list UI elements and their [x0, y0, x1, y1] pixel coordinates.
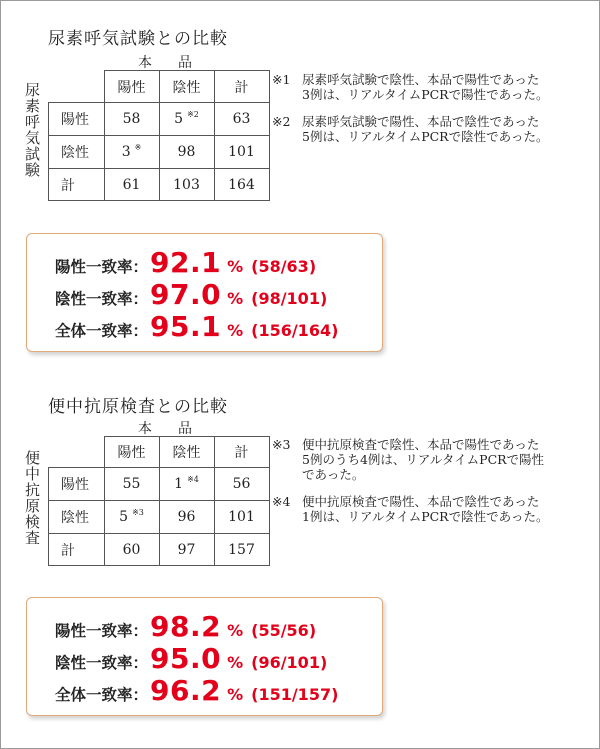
header-positive: 陽性: [104, 71, 159, 103]
rate-row-overall: 全体一致率： 95.1 % (156/164): [55, 310, 339, 343]
section1-contingency-table: [48, 70, 270, 201]
section2-notes: [272, 437, 548, 536]
rate-row-overall: 全体一致率： 96.2 % (151/157): [55, 674, 339, 707]
header-negative: 陰性: [159, 437, 214, 468]
rate-row-negative: 陰性一致率： 97.0 % (98/101): [55, 278, 328, 311]
footnote: ※3 便中抗原検査で陰性、本品で陽性であった 5例のうち4例は、リアルタイムPCRで陽性 であった。: [272, 437, 545, 482]
rate-row-positive: 陽性一致率： 92.1 % (58/63): [55, 246, 317, 279]
cell: 1 $^{※4}$: [159, 468, 214, 501]
section1-notes: [272, 72, 548, 156]
cell: 164: [214, 169, 269, 201]
header-negative: 陰性: [159, 71, 214, 103]
section2-row-group-label: 便中抗原検査: [23, 450, 41, 546]
cell: 96: [159, 501, 214, 534]
section2-contingency-table: [48, 436, 270, 566]
rate-row-positive: 陽性一致率： 98.2 % (55/56): [55, 610, 317, 643]
footnote: ※4 便中抗原検査で陽性、本品で陰性であった 1例は、リアルタイムPCRで陰性であった。: [272, 494, 549, 524]
cell: 97: [159, 534, 214, 566]
header-total: 計: [214, 437, 269, 468]
section1-title: 尿素呼気試験との比較: [48, 29, 228, 49]
row-label: 陰性: [49, 136, 105, 169]
cell: 60: [104, 534, 159, 566]
table-row: [49, 103, 270, 136]
row-label: 陰性: [49, 501, 105, 534]
table-row: [49, 501, 270, 534]
row-label: 陽性: [49, 468, 105, 501]
cell: 103: [159, 169, 214, 201]
row-label: 計: [49, 534, 105, 566]
rate-row-negative: 陰性一致率： 95.0 % (96/101): [55, 642, 328, 675]
footnote-mark: ※: [134, 143, 142, 152]
section2-column-group-label: 本 品: [138, 421, 198, 437]
section1-agreement-box: [26, 233, 383, 352]
section1-row-group-label: 尿素呼気試験: [23, 82, 41, 178]
header-total: 計: [214, 71, 269, 103]
footnote: ※1 尿素呼気試験で陰性、本品で陽性であった 3例は、リアルタイムPCRで陽性であった。: [272, 72, 549, 102]
section2-title: 便中抗原検査との比較: [48, 397, 228, 417]
cell: 101: [214, 501, 269, 534]
row-label: 計: [49, 169, 105, 201]
row-label: 陽性: [49, 103, 105, 136]
cell: 58: [104, 103, 159, 136]
section2-agreement-box: [26, 597, 383, 716]
cell: 55: [104, 468, 159, 501]
cell: 63: [214, 103, 269, 136]
table-row: [49, 169, 270, 201]
table-row: [49, 136, 270, 169]
table-row: [49, 534, 270, 566]
cell: 157: [214, 534, 269, 566]
cell: 56: [214, 468, 269, 501]
footnote-mark: ※3: [132, 508, 144, 517]
cell: 101: [214, 136, 269, 169]
footnote: ※2 尿素呼気試験で陽性、本品で陰性であった 5例は、リアルタイムPCRで陰性であった。: [272, 114, 549, 144]
footnote-mark: ※2: [187, 110, 199, 119]
cell: 3 ※: [104, 136, 159, 169]
header-positive: 陽性: [104, 437, 159, 468]
cell: 5 $^{※2}$: [159, 103, 214, 136]
cell: 5 $^{※3}$: [104, 501, 159, 534]
cell: 61: [104, 169, 159, 201]
table-row: [49, 468, 270, 501]
section1-column-group-label: 本 品: [138, 55, 198, 71]
footnote-mark: ※4: [187, 475, 199, 484]
cell: 98: [159, 136, 214, 169]
